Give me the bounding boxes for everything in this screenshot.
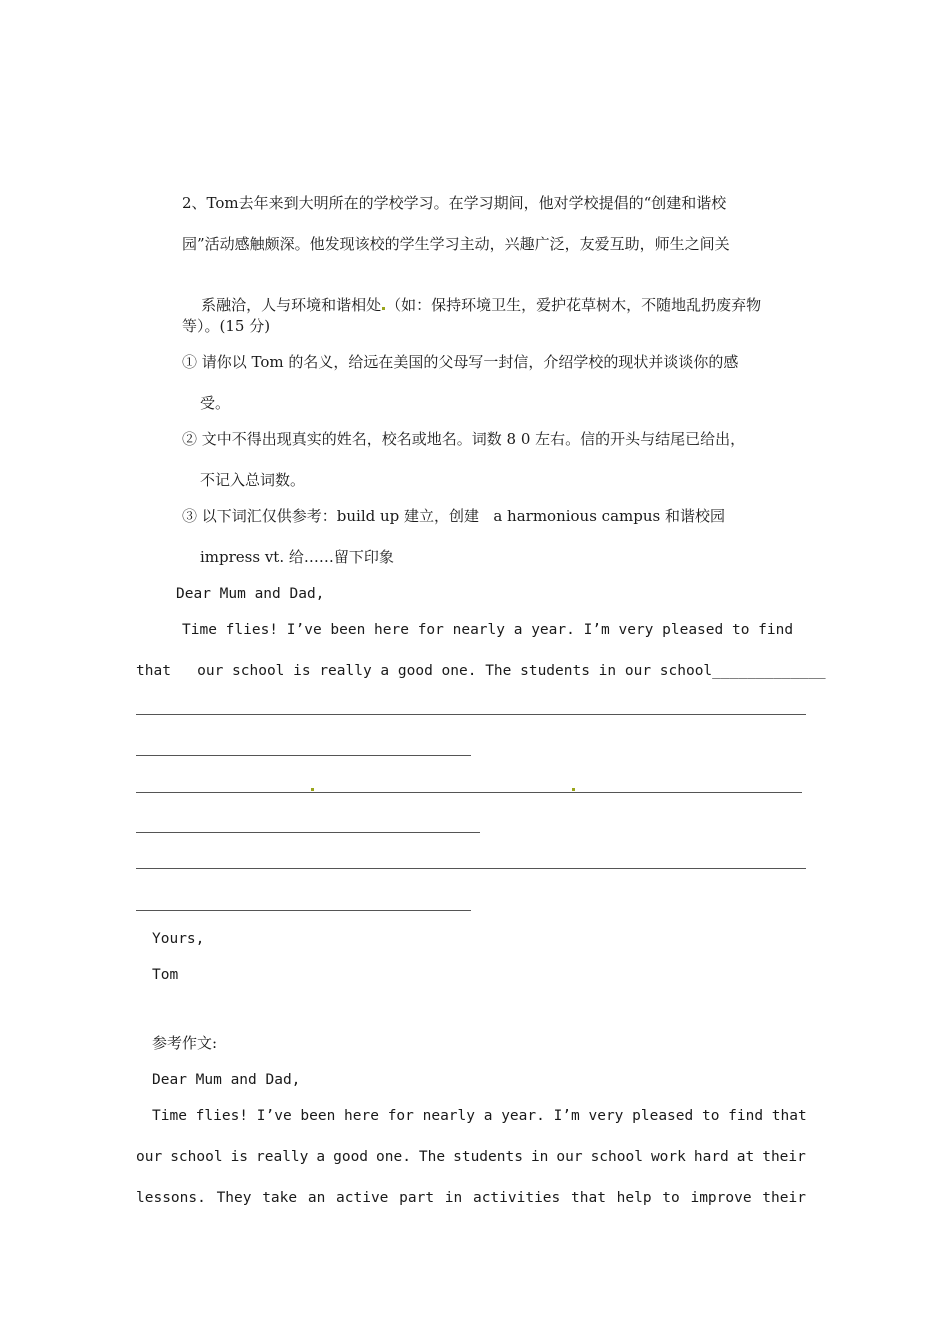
task-paragraph-line-2: 园”活动感触颇深。他发现该校的学生学习主动，兴趣广泛，友爱互助，师生之间关 <box>182 235 730 253</box>
word: to <box>662 1190 680 1206</box>
word: students <box>453 1149 523 1165</box>
word: work <box>650 1149 686 1165</box>
sample-line-3 <box>136 1188 806 1208</box>
word: active <box>336 1190 389 1206</box>
requirement-3-line-2: impress vt. 给……留下印象 <box>200 548 394 566</box>
requirement-2-line-2: 不记入总词数。 <box>200 471 306 489</box>
task-paragraph-line-1: 2、Tom去年来到大明所在的学校学习。在学习期间，他对学校提倡的“创建和谐校 <box>182 194 727 212</box>
task-paragraph-line-4: 等）。(15 分) <box>182 317 271 335</box>
word: activities <box>472 1190 561 1206</box>
word: a <box>316 1149 326 1165</box>
word: their <box>762 1190 806 1206</box>
word: take <box>262 1190 298 1206</box>
word: school <box>590 1149 643 1165</box>
sample-salutation: Dear Mum and Dad, <box>152 1072 301 1088</box>
word: lessons. <box>136 1190 206 1206</box>
letter-salutation: Dear Mum and Dad, <box>176 586 325 602</box>
requirement-2-line-1: ② 文中不得出现真实的姓名，校名或地名。词数 8 0 左右。信的开头与结尾已给出， <box>182 430 746 448</box>
word: help <box>616 1190 652 1206</box>
word: hard <box>693 1149 729 1165</box>
highlight-mark <box>572 788 575 791</box>
writing-line-4[interactable] <box>136 832 480 833</box>
word: They <box>216 1190 252 1206</box>
writing-line-1[interactable] <box>136 714 806 715</box>
sample-line-2 <box>136 1147 806 1167</box>
requirement-1-line-2: 受。 <box>200 394 231 412</box>
word: an <box>307 1190 326 1206</box>
highlight-mark <box>311 788 314 791</box>
writing-line-6[interactable] <box>136 910 471 911</box>
word: really <box>256 1149 309 1165</box>
writing-line-5[interactable] <box>136 868 806 869</box>
word: one. <box>376 1149 411 1165</box>
word: The <box>418 1149 446 1165</box>
word: at <box>736 1149 755 1165</box>
letter-closing: Yours, <box>152 931 205 947</box>
requirement-3-line-1: ③ 以下词汇仅供参考：build up 建立，创建 a harmonious campus 和谐校园 <box>182 507 725 525</box>
word: improve <box>690 1190 752 1206</box>
task-paragraph-line-3a: 系融洽，人与环境和谐相处 <box>201 296 382 314</box>
sample-heading: 参考作文: <box>152 1034 218 1052</box>
highlight-mark <box>382 307 385 310</box>
word: our <box>556 1149 583 1165</box>
word: in <box>530 1149 549 1165</box>
word: that <box>571 1190 606 1206</box>
word: our <box>136 1149 163 1165</box>
word: good <box>333 1149 369 1165</box>
word: in <box>444 1190 463 1206</box>
requirement-1-line-1: ① 请你以 Tom 的名义，给远在美国的父母写一封信，介绍学校的现状并谈谈你的感 <box>182 353 739 371</box>
letter-line-2: that our school is really a good one. The students in our school_____________ <box>136 663 826 679</box>
word: is <box>230 1149 249 1165</box>
sample-line-1: Time flies! I’ve been here for nearly a year. I’m very pleased to find that <box>152 1108 807 1124</box>
word: their <box>762 1149 806 1165</box>
word: school <box>170 1149 223 1165</box>
letter-signature: Tom <box>152 967 179 983</box>
letter-line-1: Time flies! I’ve been here for nearly a year. I’m very pleased to find <box>182 622 794 638</box>
writing-line-2[interactable] <box>136 755 471 756</box>
task-paragraph-line-3b: （如：保持环境卫生，爱护花草树木，不随地乱扔废弃物 <box>386 296 762 314</box>
word: part <box>399 1190 435 1206</box>
writing-line-3[interactable] <box>136 792 802 793</box>
